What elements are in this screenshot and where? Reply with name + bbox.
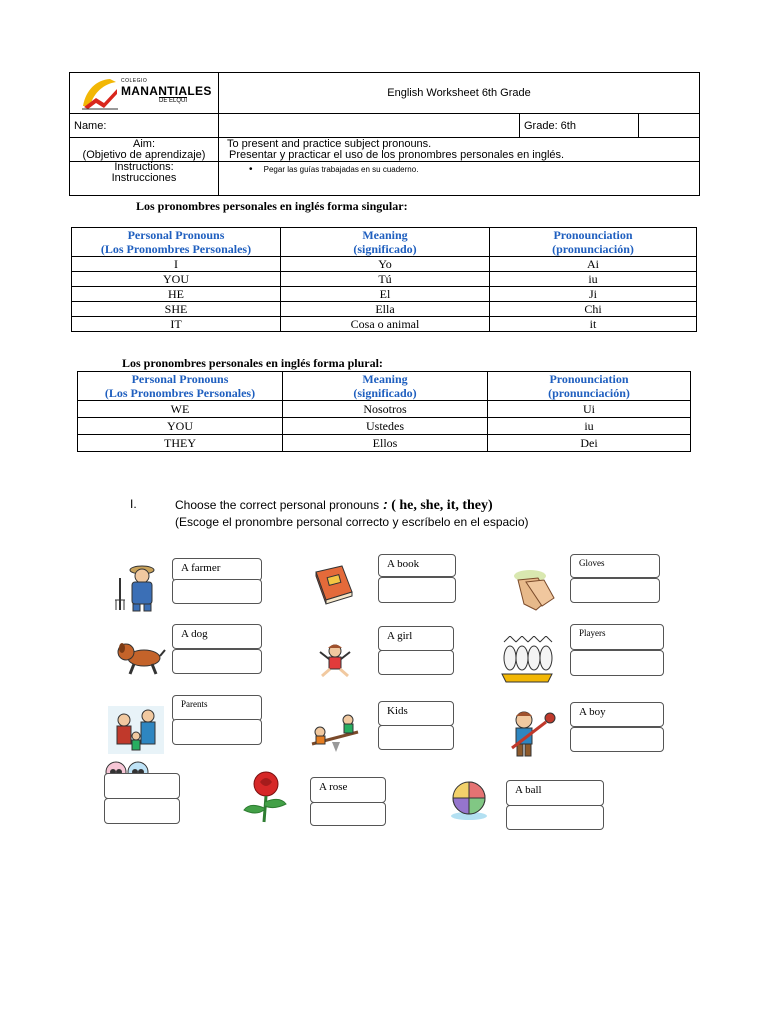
table-row: I Yo Ai — [72, 257, 697, 272]
instructions-label-es: Instrucciones — [111, 172, 177, 184]
answer-box[interactable] — [506, 805, 604, 830]
plural-title: Los pronombres personales en inglés forma plural: — [122, 356, 383, 370]
item-label-box: A rose — [310, 777, 386, 803]
worksheet-header — [69, 72, 700, 196]
answer-box[interactable] — [570, 650, 664, 676]
aim-text-en: To present and practice subject pronouns. — [227, 137, 432, 150]
parents-icon — [108, 706, 164, 754]
item-label-box: Kids — [378, 701, 454, 726]
item-label-box: A ball — [506, 780, 604, 806]
name-label: Name: — [70, 114, 219, 138]
plural-header-meaning: Meaning (significado) — [283, 372, 488, 401]
singular-header-pronunciation: Pronounciation (pronunciación) — [490, 228, 697, 257]
answer-box[interactable] — [378, 650, 454, 675]
plural-table — [77, 371, 691, 452]
answer-box[interactable] — [570, 727, 664, 752]
girl-icon — [318, 642, 352, 680]
table-row: THEY Ellos Dei — [78, 435, 691, 452]
logo-text-manantiales: MANANTIALES — [121, 84, 212, 98]
item-label-box: A book — [378, 554, 456, 577]
aim-text-cell — [219, 138, 700, 162]
answer-box[interactable] — [378, 725, 454, 750]
kids-icon — [308, 714, 362, 754]
school-logo — [74, 73, 214, 113]
instructions-text: Pegar las guías trabajadas en su cuaderno. — [263, 165, 419, 174]
logo-mark-icon — [80, 76, 120, 110]
answer-box[interactable] — [310, 802, 386, 826]
item-label-box — [104, 773, 180, 799]
logo-text-colegio: COLEGIO — [121, 78, 148, 84]
aim-text-es: Presentar y practicar el uso de los pronombres personales en inglés. — [229, 148, 565, 161]
name-field[interactable] — [219, 114, 520, 138]
singular-title: Los pronombres personales en inglés forma singular: — [136, 199, 408, 213]
plural-header-pronunciation: Pronounciation (pronunciación) — [488, 372, 691, 401]
table-row: YOU Tú iu — [72, 272, 697, 287]
aim-label: Aim: — [133, 137, 155, 150]
instructions-bullet: • Pegar las guías trabajadas en su cuaderno. — [249, 164, 419, 175]
dog-icon — [114, 640, 166, 676]
rose-icon — [236, 768, 294, 824]
logo-cell — [70, 73, 219, 114]
plural-header-pronoun: Personal Pronouns (Los Pronombres Personales) — [78, 372, 283, 401]
table-row: HE El Ji — [72, 287, 697, 302]
table-row: IT Cosa o animal it — [72, 317, 697, 332]
gloves-icon — [510, 568, 558, 614]
table-row: YOU Ustedes iu — [78, 418, 691, 435]
instructions-label-cell — [70, 162, 219, 196]
worksheet-title: English Worksheet 6th Grade — [219, 73, 700, 114]
item-label-box: A farmer — [172, 558, 262, 581]
singular-header-meaning: Meaning (significado) — [281, 228, 490, 257]
item-label-box: A dog — [172, 624, 262, 649]
grade-field[interactable] — [639, 114, 700, 138]
logo-text-de-elqui: DE ELQUI — [159, 98, 188, 104]
exercise-number: I. — [130, 497, 137, 511]
table-row: SHE Ella Chi — [72, 302, 697, 317]
farmer-icon — [112, 560, 166, 612]
book-icon — [312, 562, 356, 606]
singular-table — [71, 227, 697, 332]
item-label-box: Parents — [172, 695, 262, 721]
aim-label-cell — [70, 138, 219, 162]
item-label-box: Gloves — [570, 554, 660, 578]
item-label-box: A girl — [378, 626, 454, 651]
instructions-text-cell — [219, 162, 700, 196]
table-row: WE Nosotros Ui — [78, 401, 691, 418]
aim-label-es: (Objetivo de aprendizaje) — [82, 148, 206, 161]
grade-label: Grade: 6th — [520, 114, 639, 138]
item-label-box: Players — [570, 624, 664, 650]
answer-box[interactable] — [172, 579, 262, 604]
players-icon — [500, 636, 554, 684]
answer-box[interactable] — [378, 577, 456, 603]
answer-box[interactable] — [104, 798, 180, 824]
instructions-label: Instructions: — [114, 161, 174, 173]
exercise-instruction-es: (Escoge el pronombre personal correcto y escríbelo en el espacio) — [175, 515, 529, 529]
answer-box[interactable] — [570, 578, 660, 603]
exercise-instruction: Choose the correct personal pronouns : ( he, she, it, they) — [175, 496, 493, 513]
ball-icon — [444, 778, 494, 822]
answer-box[interactable] — [172, 649, 262, 674]
singular-header-pronoun: Personal Pronouns (Los Pronombres Personales) — [72, 228, 281, 257]
boy-icon — [502, 708, 558, 758]
item-label-box: A boy — [570, 702, 664, 727]
answer-box[interactable] — [172, 719, 262, 745]
